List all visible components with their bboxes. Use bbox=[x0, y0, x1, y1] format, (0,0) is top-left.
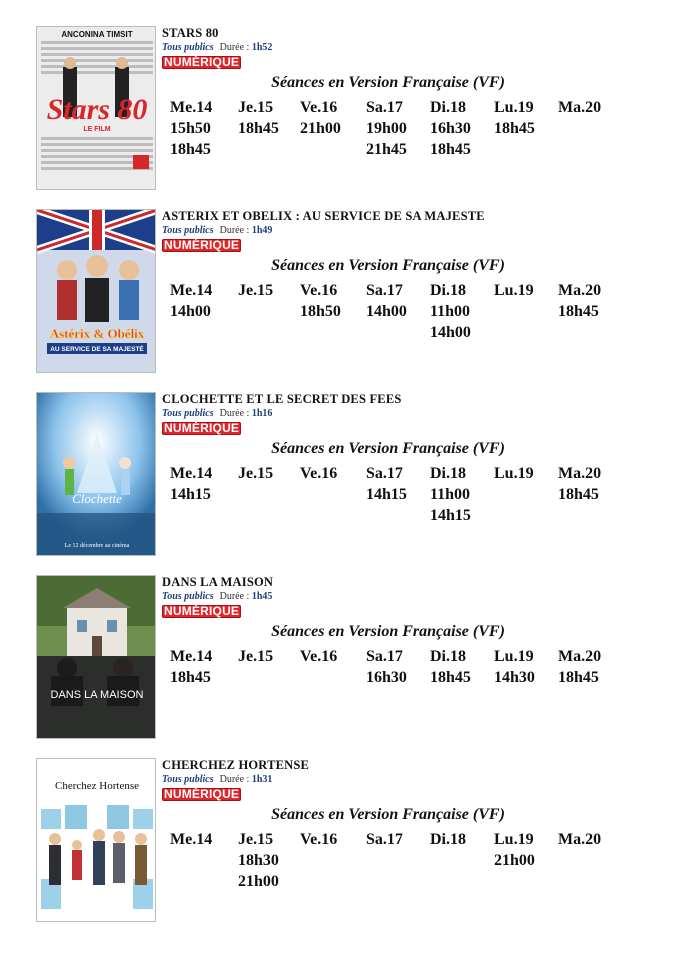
version-label: Séances en Version Française (VF) bbox=[271, 257, 505, 274]
duration-label: Durée : bbox=[219, 591, 250, 602]
poster-image bbox=[37, 393, 156, 556]
showtime: 15h50 bbox=[170, 120, 211, 137]
movie-entry bbox=[0, 575, 700, 745]
day-header: Je.15 bbox=[238, 465, 274, 482]
digital-badge: NUMÉRIQUE bbox=[164, 787, 240, 801]
poster-sub-text: Le 12 décembre au cinéma bbox=[64, 543, 130, 549]
day-header: Ve.16 bbox=[300, 99, 338, 116]
showtime: 18h45 bbox=[558, 486, 599, 503]
movie-meta bbox=[162, 774, 272, 785]
showtime: 18h45 bbox=[170, 669, 211, 686]
digital-badge: NUMÉRIQUE bbox=[164, 604, 240, 618]
day-header: Ma.20 bbox=[558, 648, 602, 665]
audience-rating: Tous publics bbox=[162, 591, 214, 602]
day-header: Je.15 bbox=[238, 648, 274, 665]
day-header: Di.18 bbox=[430, 648, 466, 665]
showtime: 18h45 bbox=[558, 303, 599, 320]
poster-logo-text: Clochette bbox=[72, 491, 122, 506]
showtime: 14h15 bbox=[170, 486, 211, 503]
duration-label: Durée : bbox=[219, 408, 250, 419]
digital-badge: NUMÉRIQUE bbox=[164, 421, 240, 435]
day-header: Je.15 bbox=[238, 831, 274, 848]
poster-logo-text: Cherchez Hortense bbox=[55, 780, 139, 792]
version-label: Séances en Version Française (VF) bbox=[271, 440, 505, 457]
showtime: 21h00 bbox=[238, 873, 279, 890]
showtime: 14h30 bbox=[494, 669, 535, 686]
movie-meta bbox=[162, 408, 272, 419]
audience-rating: Tous publics bbox=[162, 225, 214, 236]
day-header: Ve.16 bbox=[300, 282, 338, 299]
showtime: 21h00 bbox=[300, 120, 341, 137]
audience-rating: Tous publics bbox=[162, 774, 214, 785]
movie-duration: 1h31 bbox=[251, 774, 273, 785]
day-header: Ma.20 bbox=[558, 465, 602, 482]
version-label: Séances en Version Française (VF) bbox=[271, 806, 505, 823]
audience-rating: Tous publics bbox=[162, 408, 214, 419]
showtime: 18h50 bbox=[300, 303, 341, 320]
day-header: Sa.17 bbox=[366, 282, 403, 299]
day-header: Di.18 bbox=[430, 99, 466, 116]
duration-label: Durée : bbox=[219, 774, 250, 785]
poster-image bbox=[37, 210, 156, 373]
poster-image bbox=[37, 576, 156, 739]
showtime: 14h15 bbox=[430, 507, 471, 524]
showtime: 14h00 bbox=[430, 324, 471, 341]
poster-sub-text: LE FILM bbox=[83, 126, 111, 133]
showtime: 14h00 bbox=[170, 303, 211, 320]
showtime: 14h00 bbox=[366, 303, 407, 320]
showtime: 18h45 bbox=[494, 120, 535, 137]
poster-logo-text: Astérix & Obélix bbox=[49, 326, 145, 341]
day-header: Sa.17 bbox=[366, 831, 403, 848]
movie-poster bbox=[36, 575, 156, 739]
day-header: Ma.20 bbox=[558, 282, 602, 299]
day-header: Sa.17 bbox=[366, 465, 403, 482]
showtime: 18h45 bbox=[430, 669, 471, 686]
movie-poster bbox=[36, 26, 156, 190]
day-header: Lu.19 bbox=[494, 648, 534, 665]
movie-title: DANS LA MAISON bbox=[162, 575, 274, 589]
version-label: Séances en Version Française (VF) bbox=[271, 74, 505, 91]
poster-top-text: ANCONINA TIMSIT bbox=[61, 30, 133, 39]
movie-entry bbox=[0, 758, 700, 928]
showtime: 21h45 bbox=[366, 141, 407, 158]
day-header: Je.15 bbox=[238, 282, 274, 299]
poster-sub-text: AU SERVICE DE SA MAJESTÉ bbox=[50, 346, 144, 353]
movie-duration: 1h52 bbox=[251, 42, 273, 53]
movie-title: CLOCHETTE ET LE SECRET DES FEES bbox=[162, 392, 402, 406]
day-header: Me.14 bbox=[170, 831, 213, 848]
movie-title: STARS 80 bbox=[162, 26, 219, 40]
movie-title: ASTERIX ET OBELIX : AU SERVICE DE SA MAJESTE bbox=[162, 209, 485, 223]
poster-logo-text: DANS LA MAISON bbox=[50, 689, 144, 701]
day-header: Ve.16 bbox=[300, 831, 338, 848]
movie-poster bbox=[36, 758, 156, 922]
showtime: 11h00 bbox=[430, 486, 471, 503]
day-header: Me.14 bbox=[170, 99, 213, 116]
day-header: Lu.19 bbox=[494, 99, 534, 116]
movie-meta bbox=[162, 225, 272, 236]
showtime: 19h00 bbox=[366, 120, 407, 137]
day-header: Lu.19 bbox=[494, 282, 534, 299]
poster-logo-text: Stars 80 bbox=[46, 93, 148, 126]
movie-meta bbox=[162, 591, 272, 602]
day-header: Sa.17 bbox=[366, 648, 403, 665]
showtime: 16h30 bbox=[366, 669, 407, 686]
audience-rating: Tous publics bbox=[162, 42, 214, 53]
day-header: Lu.19 bbox=[494, 465, 534, 482]
movie-poster bbox=[36, 209, 156, 373]
day-header: Me.14 bbox=[170, 648, 213, 665]
day-header: Di.18 bbox=[430, 465, 466, 482]
movie-entry bbox=[0, 26, 700, 196]
showtime: 21h00 bbox=[494, 852, 535, 869]
showtime: 18h45 bbox=[170, 141, 211, 158]
showtime: 16h30 bbox=[430, 120, 471, 137]
showtime: 18h30 bbox=[238, 852, 279, 869]
day-header: Ve.16 bbox=[300, 648, 338, 665]
showtime: 11h00 bbox=[430, 303, 471, 320]
day-header: Di.18 bbox=[430, 282, 466, 299]
day-header: Me.14 bbox=[170, 465, 213, 482]
showtime: 18h45 bbox=[238, 120, 279, 137]
duration-label: Durée : bbox=[219, 225, 250, 236]
movie-entry bbox=[0, 209, 700, 379]
showtime: 18h45 bbox=[430, 141, 471, 158]
digital-badge: NUMÉRIQUE bbox=[164, 238, 240, 252]
day-header: Me.14 bbox=[170, 282, 213, 299]
day-header: Ma.20 bbox=[558, 831, 602, 848]
day-header: Di.18 bbox=[430, 831, 466, 848]
day-header: Ma.20 bbox=[558, 99, 602, 116]
movie-meta bbox=[162, 42, 272, 53]
movie-duration: 1h45 bbox=[251, 591, 273, 602]
movie-entry bbox=[0, 392, 700, 562]
movie-title: CHERCHEZ HORTENSE bbox=[162, 758, 310, 772]
day-header: Lu.19 bbox=[494, 831, 534, 848]
day-header: Sa.17 bbox=[366, 99, 403, 116]
poster-image bbox=[37, 759, 156, 922]
version-label: Séances en Version Française (VF) bbox=[271, 623, 505, 640]
digital-badge: NUMÉRIQUE bbox=[164, 55, 240, 69]
movie-duration: 1h49 bbox=[251, 225, 273, 236]
duration-label: Durée : bbox=[219, 42, 250, 53]
poster-image bbox=[37, 27, 156, 190]
day-header: Je.15 bbox=[238, 99, 274, 116]
showtime: 14h15 bbox=[366, 486, 407, 503]
showtime: 18h45 bbox=[558, 669, 599, 686]
day-header: Ve.16 bbox=[300, 465, 338, 482]
movie-duration: 1h16 bbox=[251, 408, 273, 419]
movie-poster bbox=[36, 392, 156, 556]
